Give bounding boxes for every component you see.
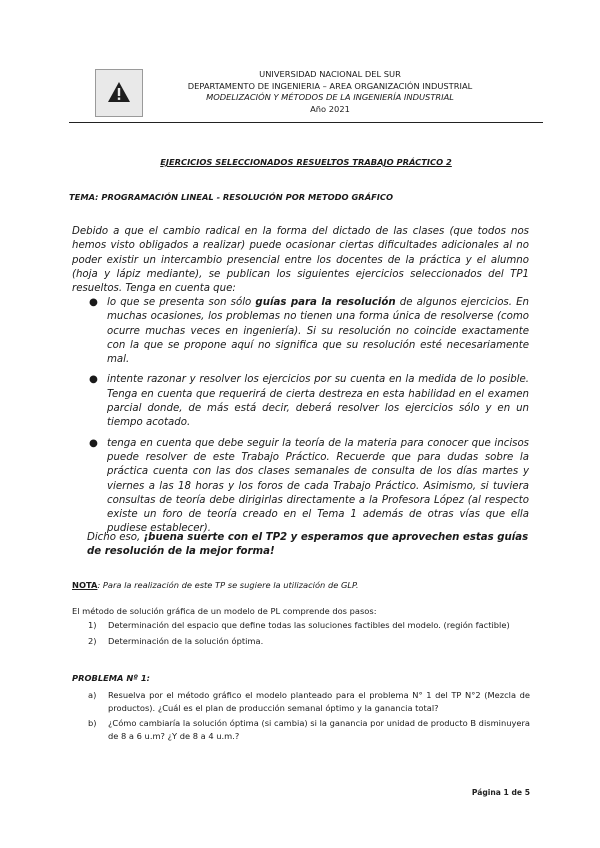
page-number: Página 1 de 5 [471,788,530,797]
document-title: EJERCICIOS SELECCIONADOS RESUELTOS TRABAJO PRÁCTICO 2 [160,157,452,167]
closing-paragraph: Dicho eso, ¡buena suerte con el TP2 y esperamos que aprovechen estas guías de resolución de la mejor forma! [87,532,529,558]
emphasis-text: guías para la resolución [255,297,396,308]
subject-name: MODELIZACIÓN Y MÉTODOS DE LA INGENIERÍA INDUSTRIAL [206,92,454,103]
warning-triangle-icon [107,81,131,103]
document-topic: TEMA: PROGRAMACIÓN LINEAL - RESOLUCIÓN POR METODO GRÁFICO [69,192,394,202]
note-line [72,580,532,590]
guidance-list [87,296,529,543]
academic-year: Año 2021 [310,103,350,114]
university-logo [95,69,143,117]
note-text: : Para la realización de este TP se sugiere la utilización de GLP. [97,580,359,590]
list-item: ● lo que se presenta son sólo guías para la resolución de algunos ejercicios. En muchas ocasiones, los problemas no tienen una forma única de resolverse (como ocurre muchas veces en ingeniería). Si su resolución no coincide exactamente con la que se propone aquí no significa que su resolución esté necesariamente mal. [89,297,529,366]
list-item: b) ¿Cómo cambiaría la solución óptima (si cambia) si la ganancia por unidad de producto B disminuyera de 8 a 6 u.m? ¿Y de 8 a 4 u.m.? [88,718,530,741]
bullet-icon: ● [89,437,98,449]
list-item: 2) Determinación de la solución óptima. [88,635,264,646]
list-item: ● intente razonar y resolver los ejercicios por su cuenta en la medida de lo posible. Tenga en cuenta que requerirá de cierta destreza en esta habilidad en el examen parcial donde, de más está decir, deberá resolver los ejercicios sólo y en un tiempo acotado. [89,374,529,429]
document-header [160,69,500,115]
intro-paragraph: Debido a que el cambio radical en la forma del dictado de las clases (que todos nos hemos visto obligados a realizar) puede ocasionar ciertas dificultades adicionales al no poder existir un intercambio presencial entre los docentes de la práctica y el alumno (hoja y lápiz mediante), se publican los siguientes ejercicios seleccionados del TP1 resueltos. Tenga en cuenta que: [72,226,529,295]
bullet-icon: ● [89,297,98,308]
list-item: 1) Determinación del espacio que define todas las soluciones factibles del modelo. (región factible) [88,620,510,630]
header-divider [69,122,543,123]
note-label: NOTA [72,580,98,590]
closing-emphasis: ¡buena suerte con el TP2 y esperamos que aprovechen estas guías de resolución de la mejor forma! [87,532,529,558]
bullet-icon: ● [89,374,98,386]
department-name: DEPARTAMENTO DE INGENIERIA – AREA ORGANIZACIÓN INDUSTRIAL [187,80,473,91]
university-name: UNIVERSIDAD NACIONAL DEL SUR [259,69,401,79]
list-item: ● tenga en cuenta que debe seguir la teoría de la materia para conocer que incisos puede resolver de este Trabajo Práctico. Recuerde que para dudas sobre la práctica cuenta con las dos clases semanales de consulta de los días martes y viernes a las 18 horas y los foros de cada Trabajo Práctico. Asimismo, si tuviera consultas de teoría debe dirigirlas directamente a la Profesora López (al respecto existe un foro de teoría creado en el Tema 1 además de otras vías que ella pudiese establecer). [89,437,529,535]
list-item: a) Resuelva por el método gráfico el modelo planteado para el problema N° 1 del TP N°2 (Mezcla de productos). ¿Cuál es el plan de producción semanal óptimo y la ganancia total? [88,690,530,713]
problem-title: PROBLEMA Nº 1: [72,673,150,683]
problem-questions [88,689,530,745]
method-intro: El método de solución gráfica de un modelo de PL comprende dos pasos: [72,606,377,616]
method-steps [88,619,528,650]
